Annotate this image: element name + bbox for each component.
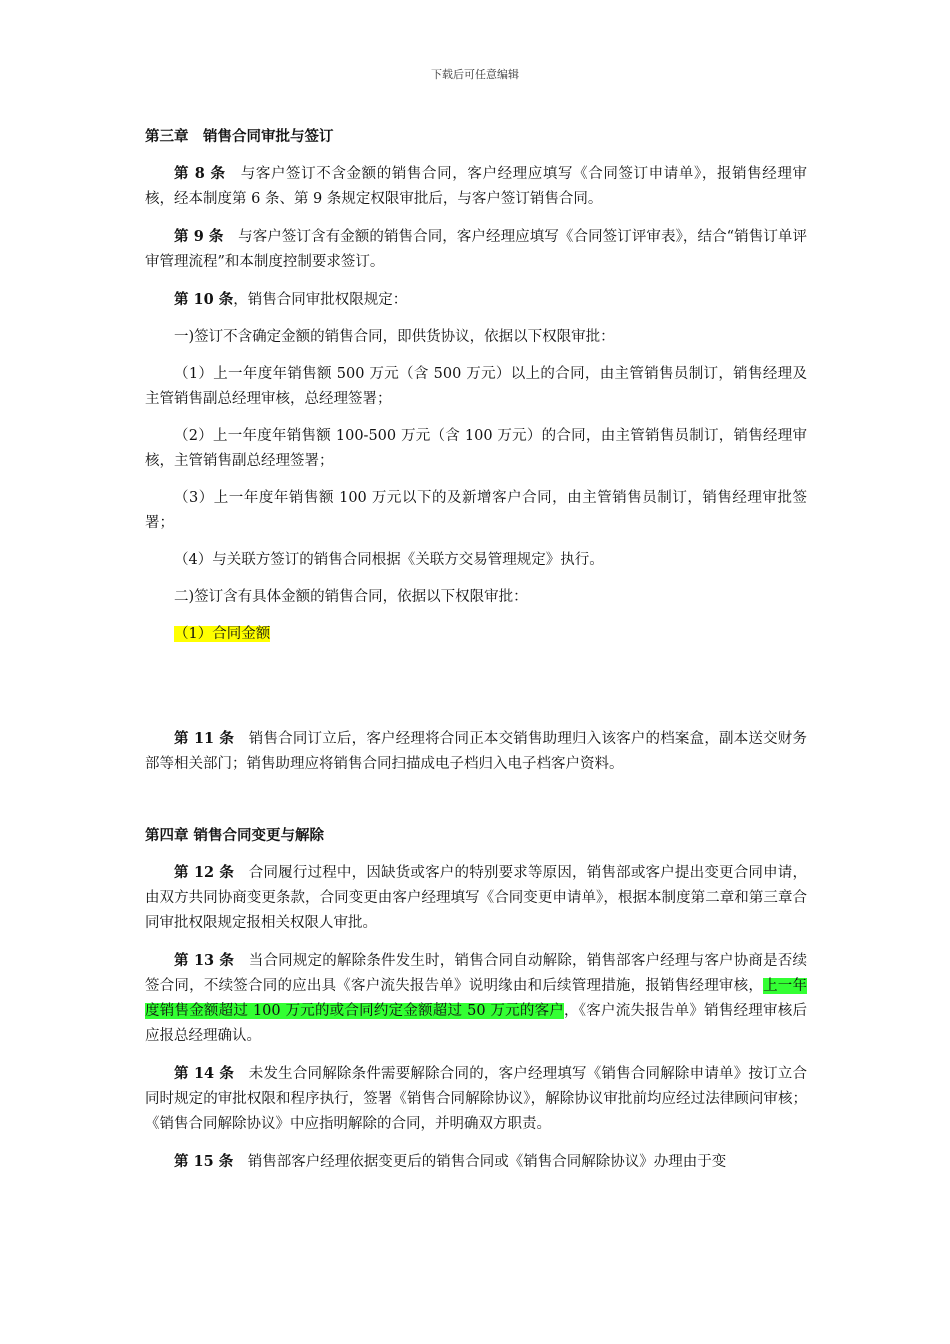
article-8-text: 与客户签订不含金额的销售合同，客户经理应填写《合同签订申请单》，报销售经理审核，经本制度第 6 条、第 9 条规定权限审批后，与客户签订销售合同。	[145, 166, 807, 207]
article-11	[145, 726, 807, 777]
article-8-label: 第 8 条	[174, 165, 226, 182]
article-8	[145, 161, 807, 212]
chapter4-title: 第四章 销售合同变更与解除	[145, 827, 325, 844]
article-13-text-b: ，《客户流失报告单》销售经理审核后应报总经理确认。	[145, 1003, 808, 1044]
item-2: （2）上一年度年销售额 100-500 万元（含 100 万元）的合同，由主管销售员制订，销售经理审核，主管销售副总经理签署；	[145, 428, 807, 469]
article-12-label: 第 12 条	[174, 864, 235, 881]
article-11-text: 销售合同订立后，客户经理将合同正本交销售助理归入该客户的档案盒，副本送交财务部等相关部门；销售助理应将销售合同扫描成电子档归入电子档客户资料。	[145, 731, 807, 772]
article-13-text-a: 当合同规定的解除条件发生时，销售合同自动解除，销售部客户经理与客户协商是否续签合同，不续签合同的应出具《客户流失报告单》说明缘由和后续管理措施，报销售经理审核，	[145, 953, 807, 994]
article-10-label: 第 10 条	[174, 291, 234, 308]
section-2-item-1	[145, 622, 807, 647]
item-4: （4）与关联方签订的销售合同根据《关联方交易管理规定》执行。	[174, 552, 604, 568]
article-12	[145, 860, 807, 936]
article-10-text: ，销售合同审批权限规定：	[233, 292, 408, 308]
article-15	[145, 1149, 807, 1175]
item-3: （3）上一年度年销售额 100 万元以下的及新增客户合同，由主管销售员制订，销售经理审批签署；	[145, 490, 807, 531]
article-9-label: 第 9 条	[174, 228, 224, 245]
page-header: 下载后可任意编辑	[431, 68, 519, 81]
item-1: （1）上一年度年销售额 500 万元（含 500 万元）以上的合同，由主管销售员制订，销售经理及主管销售副总经理审核，总经理签署；	[145, 366, 807, 407]
article-10	[145, 287, 807, 313]
article-14-label: 第 14 条	[174, 1065, 235, 1082]
article-15-label: 第 15 条	[174, 1153, 234, 1170]
section-1: 一)签订不含确定金额的销售合同，即供货协议，依据以下权限审批：	[174, 329, 615, 345]
article-13	[145, 948, 807, 1049]
article-14	[145, 1061, 807, 1137]
article-11-label: 第 11 条	[174, 730, 235, 747]
article-13-label: 第 13 条	[174, 952, 235, 969]
article-9-text: 与客户签订含有金额的销售合同，客户经理应填写《合同签订评审表》，结合“销售订单评审管理流程”和本制度控制要求签订。	[145, 229, 808, 270]
document-body	[145, 124, 807, 1175]
highlighted-text-green: 上一年度销售金额超过 100 万元的或合同约定金额超过 50 万元的客户	[145, 978, 808, 1019]
article-9	[145, 224, 807, 275]
chapter3-title: 第三章 销售合同审批与签订	[145, 128, 334, 145]
highlighted-text: （1）合同金额	[174, 626, 271, 642]
article-15-text: 销售部客户经理依据变更后的销售合同或《销售合同解除协议》办理由于变	[233, 1154, 727, 1170]
section-2: 二)签订含有具体金额的销售合同，依据以下权限审批：	[174, 589, 528, 605]
article-12-text: 合同履行过程中，因缺货或客户的特别要求等原因，销售部或客户提出变更合同申请，由双方共同协商变更条款，合同变更由客户经理填写《合同变更申请单》，根据本制度第二章和第三章合同审批权限规定报相关权限人审批。	[145, 865, 807, 931]
article-14-text: 未发生合同解除条件需要解除合同的，客户经理填写《销售合同解除申请单》按订立合同时规定的审批权限和程序执行，签署《销售合同解除协议》，解除协议审批前均应经过法律顾问审核；《销售合同解除协议》中应指明解除的合同，并明确双方职责。	[145, 1066, 807, 1132]
